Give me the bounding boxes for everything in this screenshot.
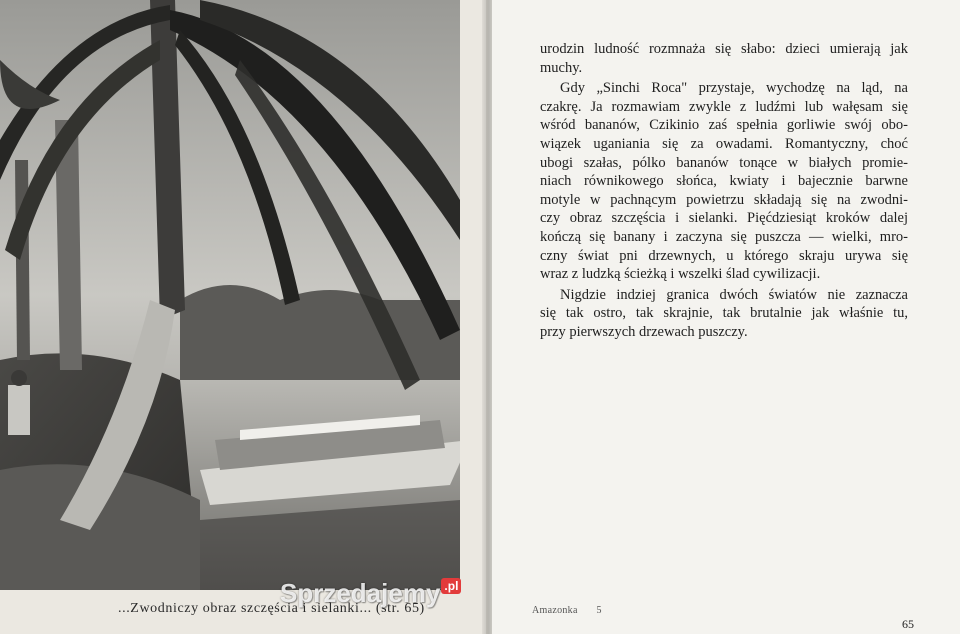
- text-line: czny świat pni drzewnych, u którego skraju urywa się: [540, 247, 908, 264]
- text-line: niach równikowego słońca, kwiaty i bajecznie barwne: [540, 173, 908, 190]
- text-line: urodzin ludność rozmnaża się słabo: dzieci umierają jak: [540, 41, 908, 57]
- page-number: 65: [902, 617, 914, 631]
- palm-river-photo: [0, 0, 460, 590]
- right-page: [492, 0, 960, 634]
- text-line: czy obraz szczęścia i sielanki. Pięćdziesiąt kroków dalej: [540, 210, 908, 227]
- watermark-text: Sprzedajemy: [280, 578, 441, 608]
- footer-title: Amazonka: [532, 605, 578, 616]
- text-line: muchy.: [540, 59, 583, 76]
- text-line: Nigdzie indziej granica dwóch światów nie zaznacza: [560, 286, 908, 303]
- text-line: Gdy „Sinchi Roca" przystaje, wychodzę na ląd, na: [560, 80, 908, 97]
- text-line: ubogi szałas, pólko bananów tonące w białych promie-: [540, 154, 908, 171]
- text-line: motyle w pachnącym powietrzu składają się na zwodni-: [540, 191, 908, 208]
- text-line: się tak ostro, tak skrajnie, tak brutalnie jak właśnie tu,: [540, 305, 908, 322]
- text-line: wśród bananów, Czikinio zaś spełnia gorliwie swój obo-: [540, 117, 908, 134]
- text-line: kończą się banany i zaczyna się puszcza — wielki, mro-: [540, 228, 908, 245]
- watermark-logo: [280, 578, 461, 609]
- text-line: czakrę. Ja rozmawiam zwykle z ludźmi lub wałęsam się: [540, 98, 908, 115]
- photo-caption: ...Zwodniczy obraz szczęścia i sielanki... (str. 65): [118, 601, 425, 616]
- watermark-badge: .pl: [441, 578, 461, 594]
- text-line: przy pierwszych drzewach puszczy.: [540, 323, 748, 340]
- page-footer: [532, 605, 602, 616]
- text-line: wraz z ludzką ścieżką i wszelki ślad cywilizacji.: [540, 266, 821, 283]
- text-line: wiązek uganiania się za owadami. Romantyczny, choć: [540, 135, 908, 152]
- body-text: [540, 40, 908, 344]
- footer-signature: 5: [596, 605, 602, 616]
- paragraph-3: [540, 286, 908, 342]
- paragraph-2: [540, 79, 908, 284]
- paragraph-1: [540, 40, 908, 77]
